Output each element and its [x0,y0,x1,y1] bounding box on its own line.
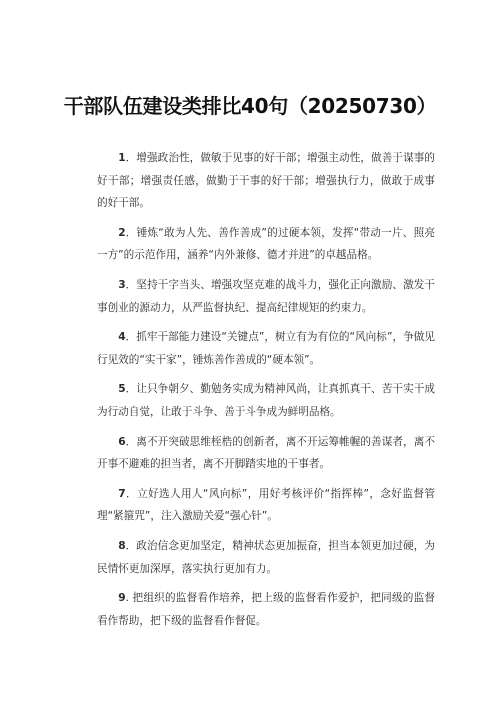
document-title: 干部队伍建设类排比40句（20250730） [63,94,437,118]
item-text: ．抓牢干部能力建设“关键点”，树立有为有位的“风向标”，争做见行见效的“实干家”，锤炼善作善成的“硬本领”。 [97,331,435,366]
item-text: . 把组织的监督看作培养，把上级的监督看作爱护，把同级的监督看作帮助，把下级的监督看作督促。 [97,592,435,627]
item-number: 9 [118,592,126,605]
list-item [97,222,435,267]
list-item [97,378,435,423]
list-item [97,431,435,476]
item-text: ．让只争朝夕、勤勉务实成为精神风尚，让真抓真干、苦干实干成为行动自觉，让敢于斗争、善于斗争成为鲜明品格。 [97,383,435,418]
list-item [97,535,435,580]
item-text: ．坚持干字当头、增强攻坚克难的战斗力，强化正向激励、激发干事创业的源动力，从严监督执纪、提高纪律规矩的约束力。 [97,278,435,314]
item-text: ．政治信念更加坚定，精神状态更加振奋，担当本领更加过硬，为民情怀更加深厚，落实执行更加有力。 [97,539,435,575]
list-item [97,147,435,215]
item-text: ．离不开突破思维桎梏的创新者，离不开运筹帷幄的善谋者，离不开事不避难的担当者，离不开脚踏实地的干事者。 [97,435,435,471]
list-item [97,483,435,528]
item-text: ．增强政治性，做敏于见事的好干部；增强主动性，做善于谋事的好干部；增强责任感，做勤于干事的好干部；增强执行力，做敢于成事的好干部。 [97,152,435,210]
item-number: 6 [118,435,126,448]
list-item [97,274,435,319]
list-item [97,587,435,632]
item-number: 7 [118,487,126,500]
list-item [97,326,435,371]
document-body [97,147,435,639]
item-number: 5 [118,383,126,396]
item-text: ．立好选人用人“风向标”，用好考核评价“指挥棒”，念好监督管理“紧箍咒”，注入激励关爱“强心针”。 [97,487,435,523]
item-text: ．锤炼“敢为人先、善作善成”的过硬本领，发挥“带动一片、照亮一方”的示范作用，涵养“内外兼修、德才并进”的卓越品格。 [97,226,435,262]
item-number: 2 [118,226,126,239]
item-number: 1 [118,152,126,164]
item-number: 8 [118,539,126,552]
item-number: 4 [118,331,126,344]
item-number: 3 [118,278,126,291]
